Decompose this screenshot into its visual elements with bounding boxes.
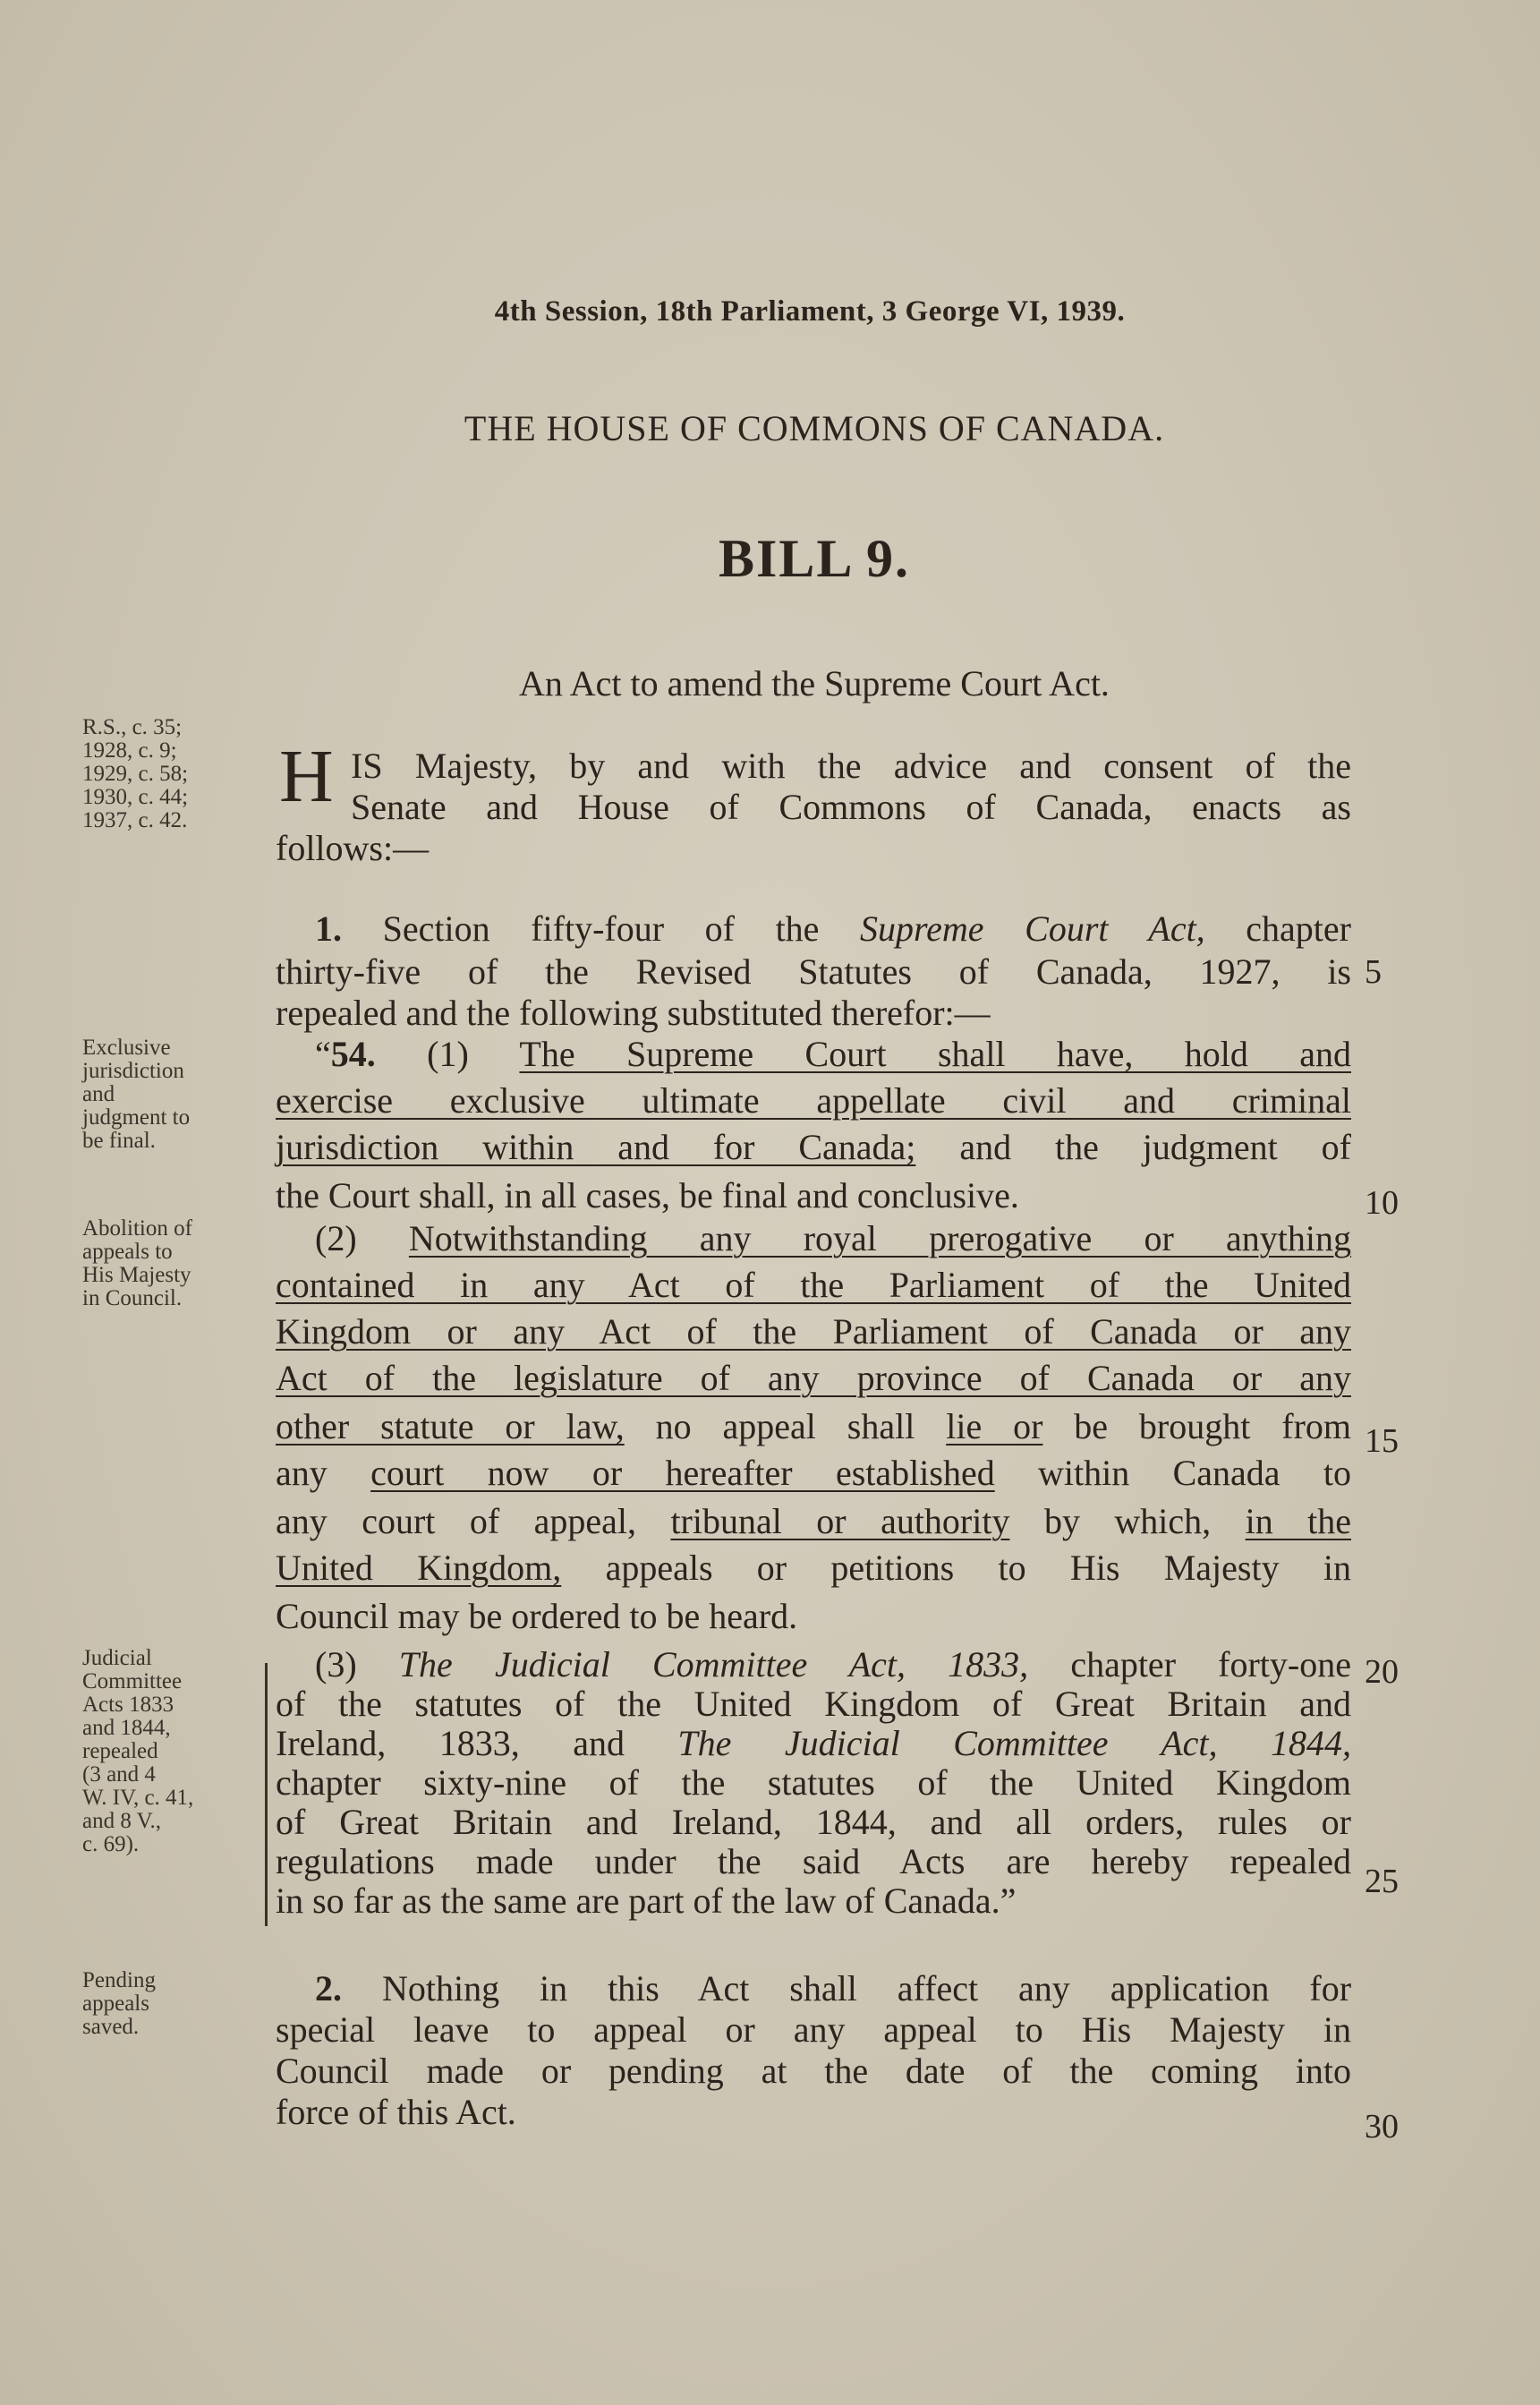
act-name: The Judicial Committee Act, 1844, xyxy=(677,1723,1352,1763)
subsection-marker: (3) xyxy=(315,1644,357,1684)
subsection-54-3-line xyxy=(276,1645,1351,1688)
amended-text: lie or xyxy=(946,1406,1043,1446)
subsection-54-3-line: of Great Britain and Ireland, 1844, and all orders, rules or xyxy=(276,1802,1351,1842)
text-span: and the judgment of xyxy=(959,1127,1351,1167)
margin-note-exclusive-jurisdiction xyxy=(82,1036,190,1153)
subsection-54-2-line: Act of the legislature of any province of Canada or any xyxy=(276,1358,1351,1398)
section-2-line: force of this Act. xyxy=(276,2092,516,2132)
section-number: 54. xyxy=(330,1034,376,1074)
margin-note-line: Exclusive xyxy=(82,1036,171,1060)
subsection-54-2-line xyxy=(276,1407,1351,1450)
drop-cap: H xyxy=(279,735,334,818)
margin-note-line: Acts 1833 xyxy=(82,1693,174,1717)
margin-note-line: jurisdiction xyxy=(82,1059,184,1083)
amended-text: in the xyxy=(1245,1501,1352,1541)
subsection-54-2-line xyxy=(276,1219,1351,1262)
section-1-line: repealed and the following substituted therefor:— xyxy=(276,993,991,1033)
margin-note-line: and 8 V., xyxy=(82,1809,161,1833)
text-span: Section fifty-four of the xyxy=(382,908,820,949)
margin-note-line: His Majesty xyxy=(82,1263,191,1287)
margin-note-line: Abolition of xyxy=(82,1216,192,1241)
margin-note-line: W. IV, c. 41, xyxy=(82,1786,194,1810)
subsection-54-3-line: chapter sixty-nine of the statutes of the United Kingdom xyxy=(276,1762,1351,1803)
margin-note-line: appeals to xyxy=(82,1240,173,1264)
enacting-line: follows:— xyxy=(276,828,430,868)
section-1-line: thirty-five of the Revised Statutes of Canada, 1927, is xyxy=(276,951,1351,992)
subsection-54-3-line: of the statutes of the United Kingdom of Great Britain and xyxy=(276,1684,1351,1724)
margin-note-line: Committee xyxy=(82,1669,183,1693)
text-span: Ireland, 1833, and xyxy=(276,1723,625,1763)
text-span: any xyxy=(276,1453,328,1493)
subsection-54-2-line xyxy=(276,1454,1351,1497)
margin-note-line: and xyxy=(82,1082,115,1106)
text-span: any court of appeal, xyxy=(276,1501,636,1541)
margin-note-line: saved. xyxy=(82,2015,140,2039)
subsection-54-2-line xyxy=(276,1502,1351,1545)
text-span: chapter xyxy=(1246,908,1351,949)
act-title: An Act to amend the Supreme Court Act. xyxy=(519,663,1110,704)
section-1-line xyxy=(276,909,1351,952)
text-span: appeals or petitions to His Majesty in xyxy=(605,1548,1352,1588)
session-heading: 4th Session, 18th Parliament, 3 George VI, 1939. xyxy=(494,295,1126,328)
subsection-54-1-line: exercise exclusive ultimate appellate civil and criminal xyxy=(276,1080,1351,1121)
subsection-54-3-line: in so far as the same are part of the law of Canada.” xyxy=(276,1881,1017,1921)
line-number: 20 xyxy=(1365,1653,1399,1691)
text-span: chapter forty-one xyxy=(1070,1644,1351,1684)
amended-text: The Supreme Court shall have, hold and xyxy=(519,1034,1351,1074)
line-number: 15 xyxy=(1365,1422,1399,1460)
section-2-line: special leave to appeal or any appeal to His Majesty in xyxy=(276,2009,1351,2050)
margin-note-abolition xyxy=(82,1217,192,1310)
subsection-marker: (2) xyxy=(315,1218,357,1258)
section-2-line xyxy=(276,1969,1351,2012)
margin-bar xyxy=(265,1663,268,1926)
subsection-54-3-line xyxy=(276,1724,1351,1767)
line-number: 5 xyxy=(1365,953,1382,991)
subsection-54-3-line: regulations made under the said Acts are hereby repealed xyxy=(276,1841,1351,1881)
amended-text: United Kingdom, xyxy=(276,1548,562,1588)
subsection-54-2-line: contained in any Act of the Parliament of the United xyxy=(276,1265,1351,1305)
enacting-line: IS Majesty, by and with the advice and consent of the xyxy=(351,746,1351,786)
citation-line: 1929, c. 58; xyxy=(82,762,189,786)
margin-note-citations xyxy=(82,716,188,832)
subsection-marker: (1) xyxy=(427,1034,469,1074)
margin-note-line: appeals xyxy=(82,1991,149,2016)
subsection-54-1-line xyxy=(276,1035,1351,1078)
text-span: be brought from xyxy=(1074,1406,1352,1446)
enacting-line: Senate and House of Commons of Canada, enacts as xyxy=(351,787,1351,827)
amended-text: jurisdiction within and for Canada; xyxy=(276,1127,916,1167)
text-span: by which, xyxy=(1043,1501,1212,1541)
house-heading: THE HOUSE OF COMMONS OF CANADA. xyxy=(464,408,1165,448)
bill-number: BILL 9. xyxy=(718,529,911,588)
amended-text: tribunal or authority xyxy=(670,1501,1010,1541)
margin-note-line: (3 and 4 xyxy=(82,1762,156,1787)
section-number: 1. xyxy=(315,908,342,949)
margin-note-line: repealed xyxy=(82,1739,158,1763)
citation-line: 1928, c. 9; xyxy=(82,738,177,763)
margin-note-line: and 1844, xyxy=(82,1716,171,1740)
quote-mark: “ xyxy=(315,1034,331,1074)
text-span: Nothing in this Act shall affect any application for xyxy=(381,1968,1352,2008)
margin-note-line: Judicial xyxy=(82,1646,152,1670)
citation-line: R.S., c. 35; xyxy=(82,715,183,739)
section-number: 2. xyxy=(315,1968,342,2008)
margin-note-line: in Council. xyxy=(82,1286,183,1310)
subsection-54-1-line xyxy=(276,1128,1351,1171)
act-name: The Judicial Committee Act, 1833, xyxy=(398,1644,1029,1684)
amended-text: court now or hereafter established xyxy=(370,1453,995,1493)
margin-note-line: be final. xyxy=(82,1129,156,1153)
subsection-54-2-line xyxy=(276,1548,1351,1591)
margin-note-line: Pending xyxy=(82,1968,156,1992)
line-number: 30 xyxy=(1365,2108,1399,2145)
subsection-54-2-line: Kingdom or any Act of the Parliament of Canada or any xyxy=(276,1311,1351,1352)
act-name: Supreme Court Act, xyxy=(860,908,1205,949)
amended-text: Notwithstanding any royal prerogative or anything xyxy=(408,1218,1352,1258)
amended-text: other statute or law, xyxy=(276,1406,625,1446)
citation-line: 1937, c. 42. xyxy=(82,808,188,832)
line-number: 10 xyxy=(1365,1184,1399,1222)
margin-note-line: c. 69). xyxy=(82,1832,140,1856)
text-span: within Canada to xyxy=(1038,1453,1352,1493)
text-span: no appeal shall xyxy=(655,1406,915,1446)
margin-note-line: judgment to xyxy=(82,1105,191,1130)
margin-note-pending-appeals xyxy=(82,1969,156,2039)
margin-note-judicial-committee xyxy=(82,1647,193,1856)
section-2-line: Council made or pending at the date of the coming into xyxy=(276,2051,1351,2091)
subsection-54-1-line: the Court shall, in all cases, be final and conclusive. xyxy=(276,1175,1019,1215)
subsection-54-2-line: Council may be ordered to be heard. xyxy=(276,1596,798,1636)
citation-line: 1930, c. 44; xyxy=(82,785,189,809)
line-number: 25 xyxy=(1365,1863,1399,1900)
